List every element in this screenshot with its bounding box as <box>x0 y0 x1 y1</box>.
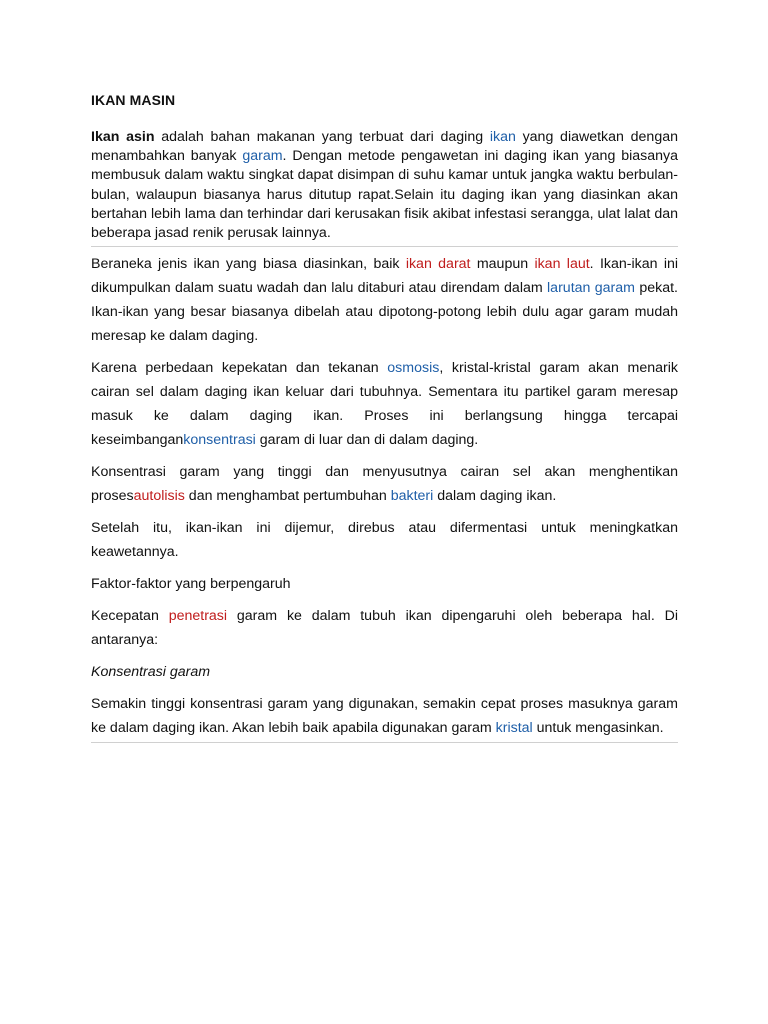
paragraph-intro: Ikan asin adalah bahan makanan yang terbuat dari daging ikan yang diawetkan dengan menambahkan banyak garam. Dengan metode pengawetan ini daging ikan yang biasanya membusuk dalam waktu singkat dapat disimpan di suhu kamar untuk jangka waktu berbulan-bulan, walaupun biasanya harus ditutup rapat.Selain itu daging ikan yang diasinkan akan bertahan lebih lama dan terhindar dari kerusakan fisik akibat infestasi serangga, ulat lalat dan beberapa jasad renik perusak lainnya. <box>91 129 678 242</box>
link-bakteri[interactable]: bakteri <box>390 488 434 505</box>
document-page <box>91 92 678 743</box>
paragraph-konsentrasi: Semakin tinggi konsentrasi garam yang digunakan, semakin cepat proses masuknya garam ke dalam daging ikan. Akan lebih baik apabila digunakan garam kristal untuk mengasinkan. <box>91 696 678 737</box>
link-ikan-laut[interactable]: ikan laut <box>534 256 590 273</box>
paragraph-faktor-heading: Faktor-faktor yang berpengaruh <box>91 576 291 593</box>
paragraph-autolisis: Konsentrasi garam yang tinggi dan menyusutnya cairan sel akan menghentikan prosesautolisis dan menghambat pertumbuhan bakteri dalam daging ikan. <box>91 464 678 505</box>
paragraph-pengeringan: Setelah itu, ikan-ikan ini dijemur, direbus atau difermentasi untuk meningkatkan keawetannya. <box>91 520 678 561</box>
paragraph-penetrasi: Kecepatan penetrasi garam ke dalam tubuh ikan dipengaruhi oleh beberapa hal. Di antaranya: <box>91 608 678 649</box>
divider-bottom <box>91 742 678 743</box>
link-autolisis[interactable]: autolisis <box>133 488 185 505</box>
link-garam[interactable]: garam <box>242 148 283 165</box>
link-konsentrasi[interactable]: konsentrasi <box>183 432 256 449</box>
link-larutan-garam[interactable]: larutan garam <box>547 280 635 297</box>
term-ikan-asin: Ikan asin <box>91 129 155 145</box>
link-ikan-darat[interactable]: ikan darat <box>405 256 471 273</box>
divider <box>91 246 678 247</box>
link-ikan[interactable]: ikan <box>489 129 516 145</box>
page-title: IKAN MASIN <box>91 92 176 108</box>
paragraph-osmosis: Karena perbedaan kepekatan dan tekanan osmosis, kristal-kristal garam akan menarik cairan sel dalam daging ikan keluar dari tubuhnya. Sementara itu partikel garam meresap masuk ke dalam daging ikan. Proses ini berlangsung hingga tercapai keseimbangankonsentrasi garam di luar dan di dalam daging. <box>91 360 678 449</box>
subheading-konsentrasi-garam: Konsentrasi garam <box>91 664 211 681</box>
paragraph-jenis-ikan: Beraneka jenis ikan yang biasa diasinkan, baik ikan darat maupun ikan laut. Ikan-ikan ini dikumpulkan dalam suatu wadah dan lalu ditaburi atau direndam dalam larutan garam pekat. Ikan-ikan yang besar biasanya dibelah atau dipotong-potong lebih dulu agar garam mudah meresap ke dalam daging. <box>91 256 679 345</box>
link-osmosis[interactable]: osmosis <box>387 360 440 377</box>
link-kristal[interactable]: kristal <box>495 720 533 737</box>
link-penetrasi[interactable]: penetrasi <box>168 608 228 625</box>
